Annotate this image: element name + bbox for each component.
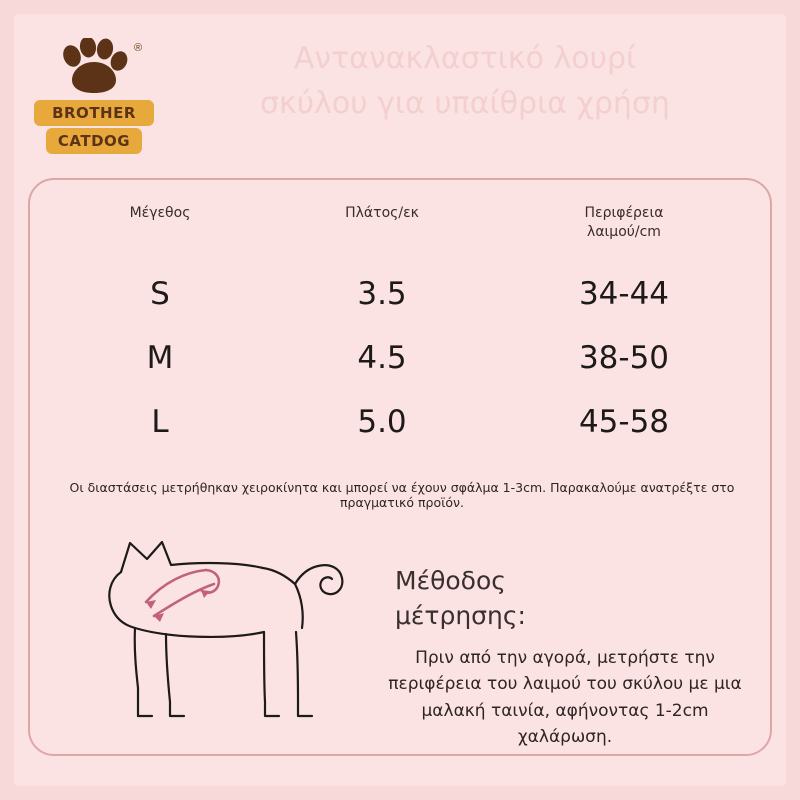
cell-size: S xyxy=(150,276,170,312)
cell-neck: 45-58 xyxy=(578,404,670,440)
cell-size: L xyxy=(151,404,169,440)
table-body xyxy=(60,262,744,454)
table-header-neck-line1: Περιφέρεια xyxy=(584,205,664,221)
table-header-size: Μέγεθος xyxy=(129,205,191,221)
method-title xyxy=(395,563,745,633)
cell-width: 4.5 xyxy=(357,340,407,376)
size-table xyxy=(60,204,744,454)
cell-size: M xyxy=(146,340,174,376)
cell-width: 3.5 xyxy=(357,276,407,312)
brand-logo xyxy=(30,34,158,162)
table-row xyxy=(60,390,744,454)
brand-name-line1: BROTHER xyxy=(52,104,136,122)
brand-name-line2: CATDOG xyxy=(57,132,131,150)
method-title-line2: μέτρησης: xyxy=(395,601,526,630)
method-body: Πριν από την αγορά, μετρήστε την περιφέρεια του λαιμού του σκύλου με μια μαλακή ταινία, αφήνοντας 1-2cm χαλάρωση. xyxy=(388,648,742,748)
table-header-row xyxy=(60,204,744,262)
table-header-neck xyxy=(504,204,744,242)
table-row xyxy=(60,326,744,390)
cell-neck: 38-50 xyxy=(578,340,670,376)
dog-measurement-illustration xyxy=(58,510,378,740)
page-title-line2: σκύλου για υπαίθρια χρήση xyxy=(260,86,670,121)
brand-band-bottom xyxy=(46,128,142,154)
cell-neck: 34-44 xyxy=(578,276,670,312)
paw-icon xyxy=(58,38,130,100)
measurement-disclaimer: Οι διαστάσεις μετρήθηκαν χειροκίνητα και μπορεί να έχουν σφάλμα 1-3cm. Παρακαλούμε ανατρέξτε στο πραγματικό προϊόν. xyxy=(69,480,735,510)
page-title-line1: Αντανακλαστικό λουρί xyxy=(293,41,637,76)
method-title-line1: Μέθοδος xyxy=(395,566,506,595)
table-header-width: Πλάτος/εκ xyxy=(345,205,419,221)
size-chart-card xyxy=(28,178,772,756)
table-header-neck-line2: λαιμού/cm xyxy=(587,223,661,240)
cell-width: 5.0 xyxy=(357,404,407,440)
brand-band-top xyxy=(34,100,154,126)
table-row xyxy=(60,262,744,326)
registered-trademark-icon: ® xyxy=(134,42,143,54)
page-title xyxy=(150,36,780,126)
neck-measure-arrow xyxy=(146,590,210,622)
